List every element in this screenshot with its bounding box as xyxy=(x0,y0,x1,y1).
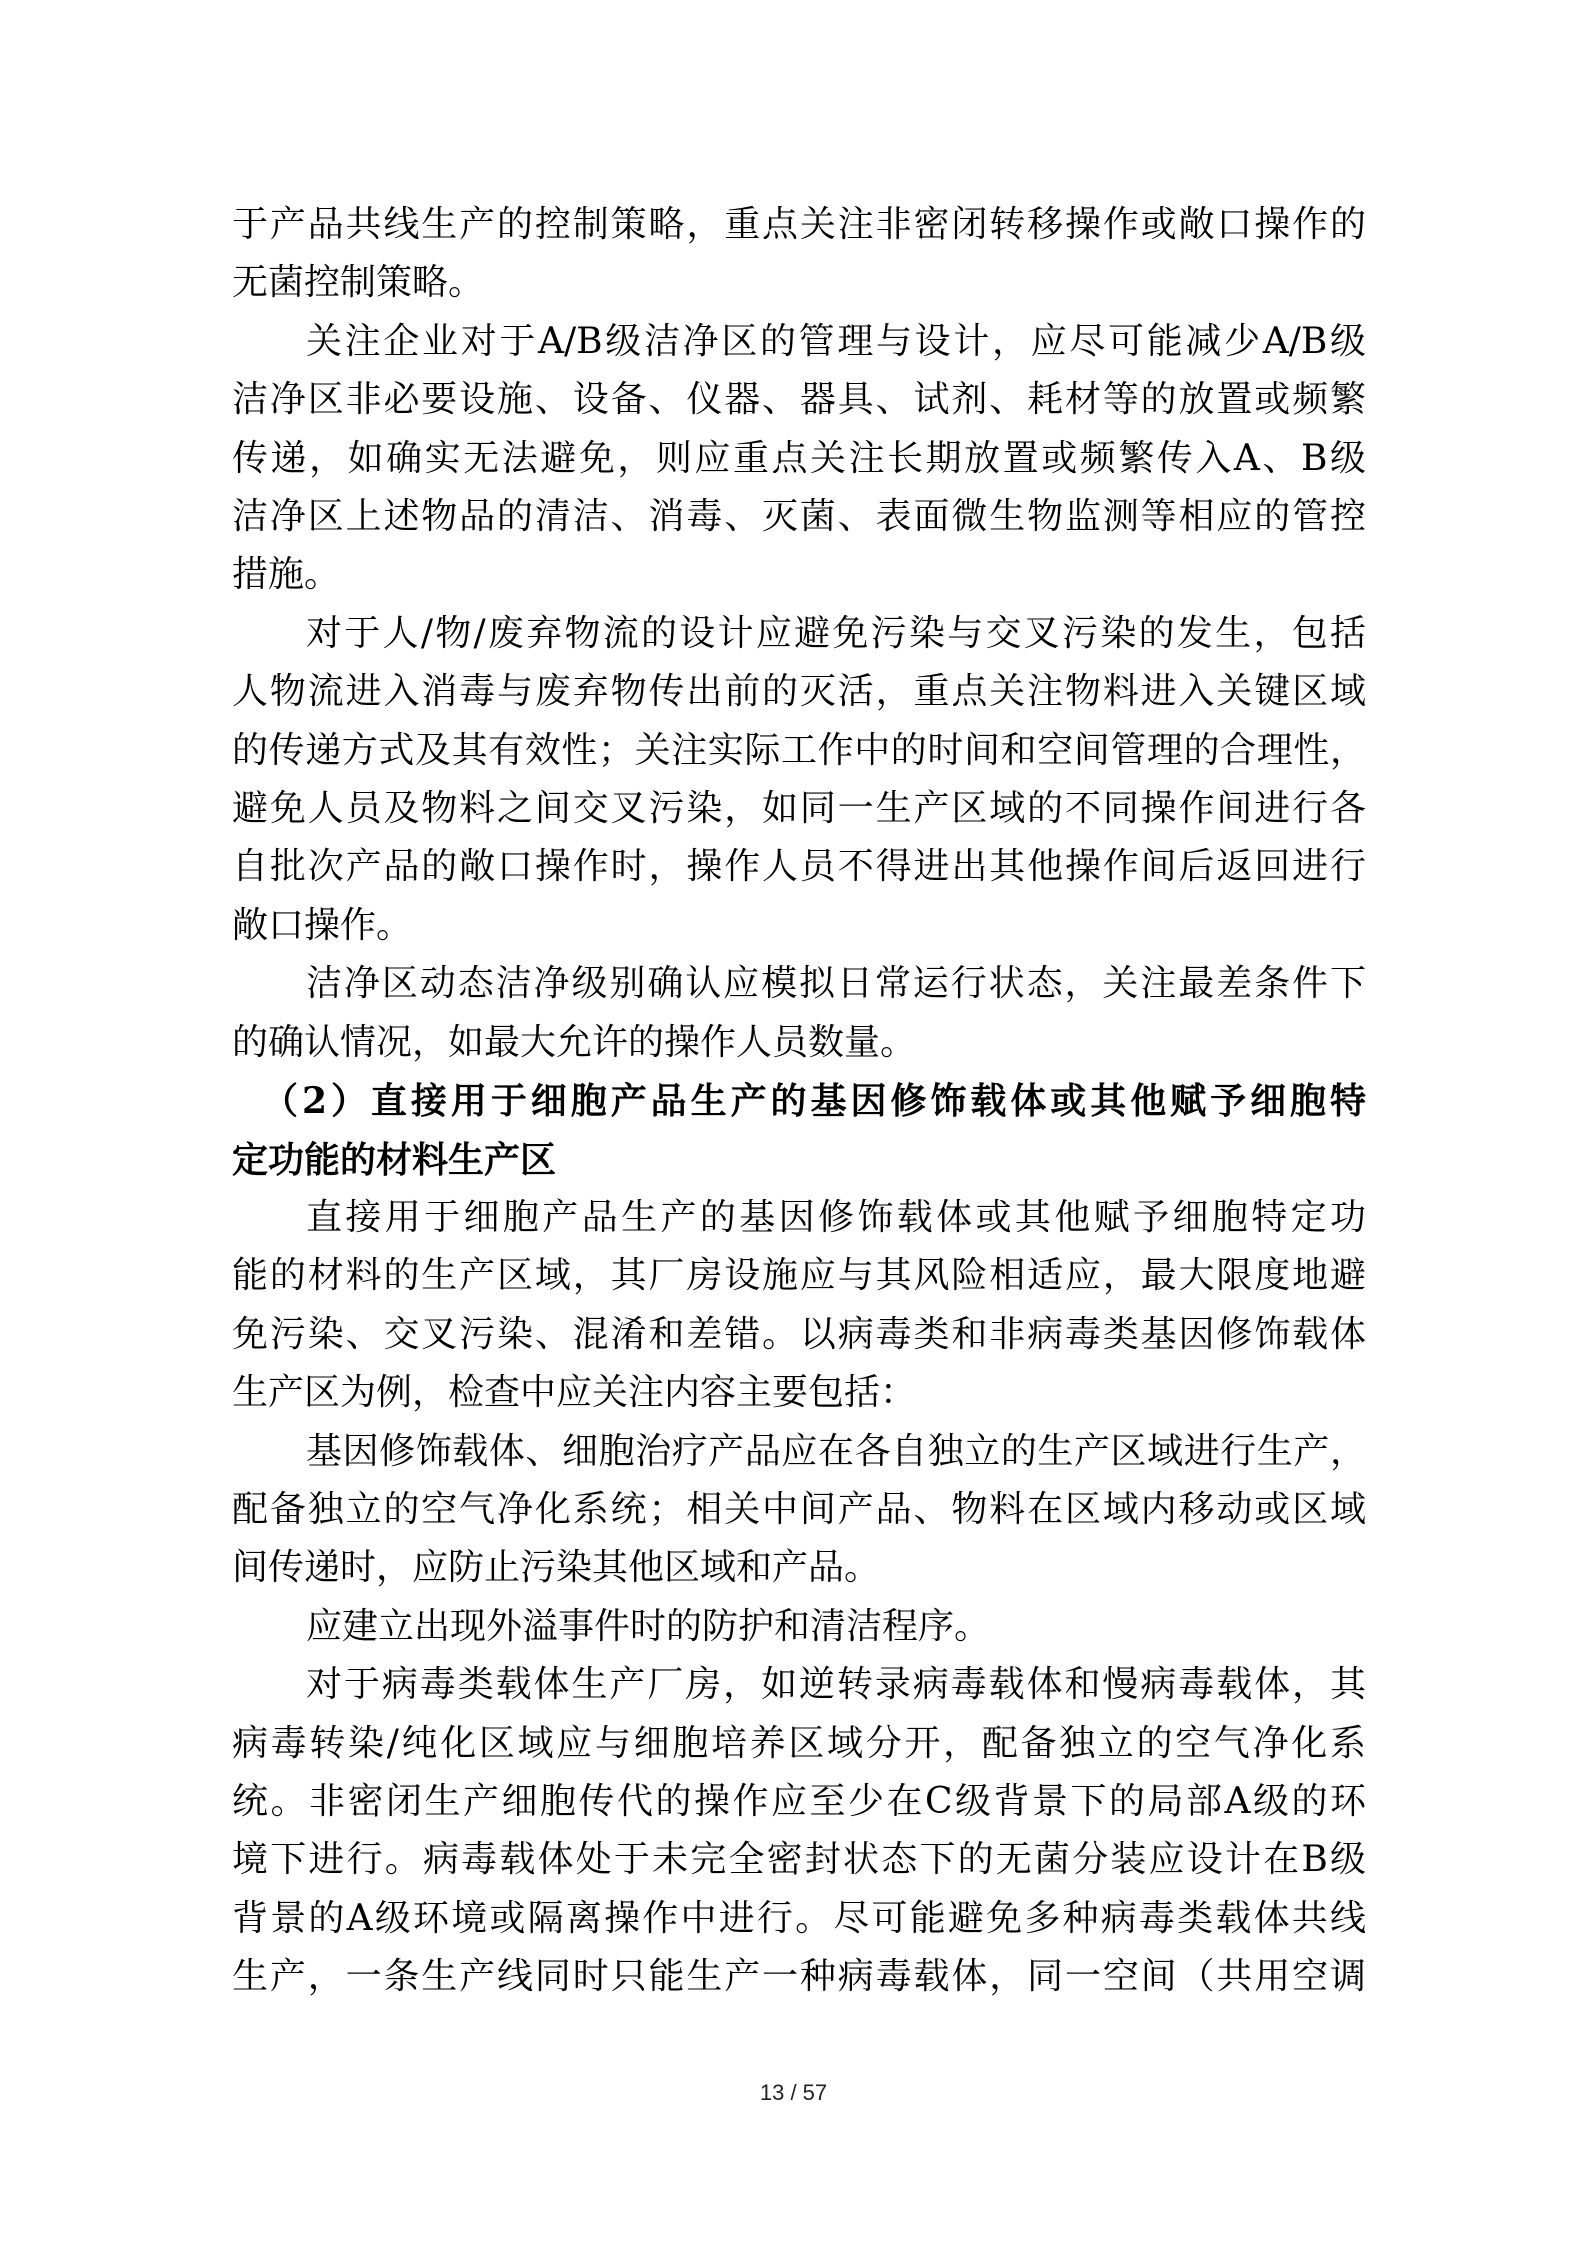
text-line: 对于人/物/废弃物流的设计应避免污染与交叉污染的发生，包括 xyxy=(306,612,1366,654)
text-line: 避免人员及物料之间交叉污染，如同一生产区域的不同操作间进行各 xyxy=(232,788,1366,830)
paragraph xyxy=(232,955,1366,1072)
text-line: 生产区为例，检查中应关注内容主要包括： xyxy=(232,1372,917,1414)
text-line: 自批次产品的敞口操作时，操作人员不得进出其他操作间后返回进行 xyxy=(232,846,1366,888)
paragraph xyxy=(232,1423,1366,1598)
text-line: 配备独立的空气净化系统；相关中间产品、物料在区域内移动或区域 xyxy=(232,1488,1366,1530)
text-line: 人物流进入消毒与废弃物传出前的灭活，重点关注物料进入关键区域 xyxy=(232,671,1366,713)
text-line: 对于病毒类载体生产厂房，如逆转录病毒载体和慢病毒载体，其 xyxy=(306,1664,1366,1706)
page-number: 13 / 57 xyxy=(759,2080,828,2105)
text-line: 免污染、交叉污染、混淆和差错。以病毒类和非病毒类基因修饰载体 xyxy=(232,1313,1366,1355)
text-line: 能的材料的生产区域，其厂房设施应与其风险相适应，最大限度地避 xyxy=(232,1255,1366,1297)
paragraph xyxy=(232,605,1366,955)
document-page-body xyxy=(232,196,1366,2007)
text-line: 间传递时，应防止污染其他区域和产品。 xyxy=(232,1547,881,1589)
text-line: 于产品共线生产的控制策略，重点关注非密闭转移操作或敞口操作的 xyxy=(232,204,1366,245)
text-line: 洁净区非必要设施、设备、仪器、器具、试剂、耗材等的放置或频繁 xyxy=(232,379,1366,421)
text-line: 无菌控制策略。 xyxy=(232,262,485,304)
text-line: 直接用于细胞产品生产的基因修饰载体或其他赋予细胞特定功 xyxy=(306,1196,1366,1238)
paragraph xyxy=(232,1598,1366,1656)
text-line: 洁净区上述物品的清洁、消毒、灭菌、表面微生物监测等相应的管控 xyxy=(232,496,1366,538)
text-line: 境下进行。病毒载体处于未完全密封状态下的无菌分装应设计在B级 xyxy=(232,1839,1366,1881)
section-heading xyxy=(232,1072,1366,1189)
text-line: 的确认情况，如最大允许的操作人员数量。 xyxy=(232,1021,917,1063)
text-line: 传递，如确实无法避免，则应重点关注长期放置或频繁传入A、B级 xyxy=(232,437,1366,479)
paragraph xyxy=(232,1189,1366,1423)
paragraph xyxy=(232,1656,1366,2006)
text-line: 背景的A级环境或隔离操作中进行。尽可能避免多种病毒类载体共线 xyxy=(232,1897,1366,1939)
paragraph xyxy=(232,313,1366,605)
text-line: 生产，一条生产线同时只能生产一种病毒载体，同一空间（共用空调 xyxy=(232,1956,1366,1998)
text-line: 应建立出现外溢事件时的防护和清洁程序。 xyxy=(306,1605,991,1647)
text-line: 病毒转染/纯化区域应与细胞培养区域分开，配备独立的空气净化系 xyxy=(232,1722,1366,1764)
text-line: 敞口操作。 xyxy=(232,904,413,946)
text-line: （2）直接用于细胞产品生产的基因修饰载体或其他赋予细胞特 xyxy=(262,1080,1366,1123)
text-line: 定功能的材料生产区 xyxy=(232,1138,557,1181)
text-line: 基因修饰载体、细胞治疗产品应在各自独立的生产区域进行生产， xyxy=(306,1430,1366,1472)
text-line: 的传递方式及其有效性；关注实际工作中的时间和空间管理的合理性， xyxy=(232,729,1366,771)
paragraph xyxy=(232,196,1366,313)
text-line: 关注企业对于A/B级洁净区的管理与设计，应尽可能减少A/B级 xyxy=(306,320,1366,362)
text-line: 措施。 xyxy=(232,554,341,596)
text-line: 统。非密闭生产细胞传代的操作应至少在C级背景下的局部A级的环 xyxy=(232,1780,1366,1822)
text-line: 洁净区动态洁净级别确认应模拟日常运行状态，关注最差条件下 xyxy=(306,963,1366,1005)
